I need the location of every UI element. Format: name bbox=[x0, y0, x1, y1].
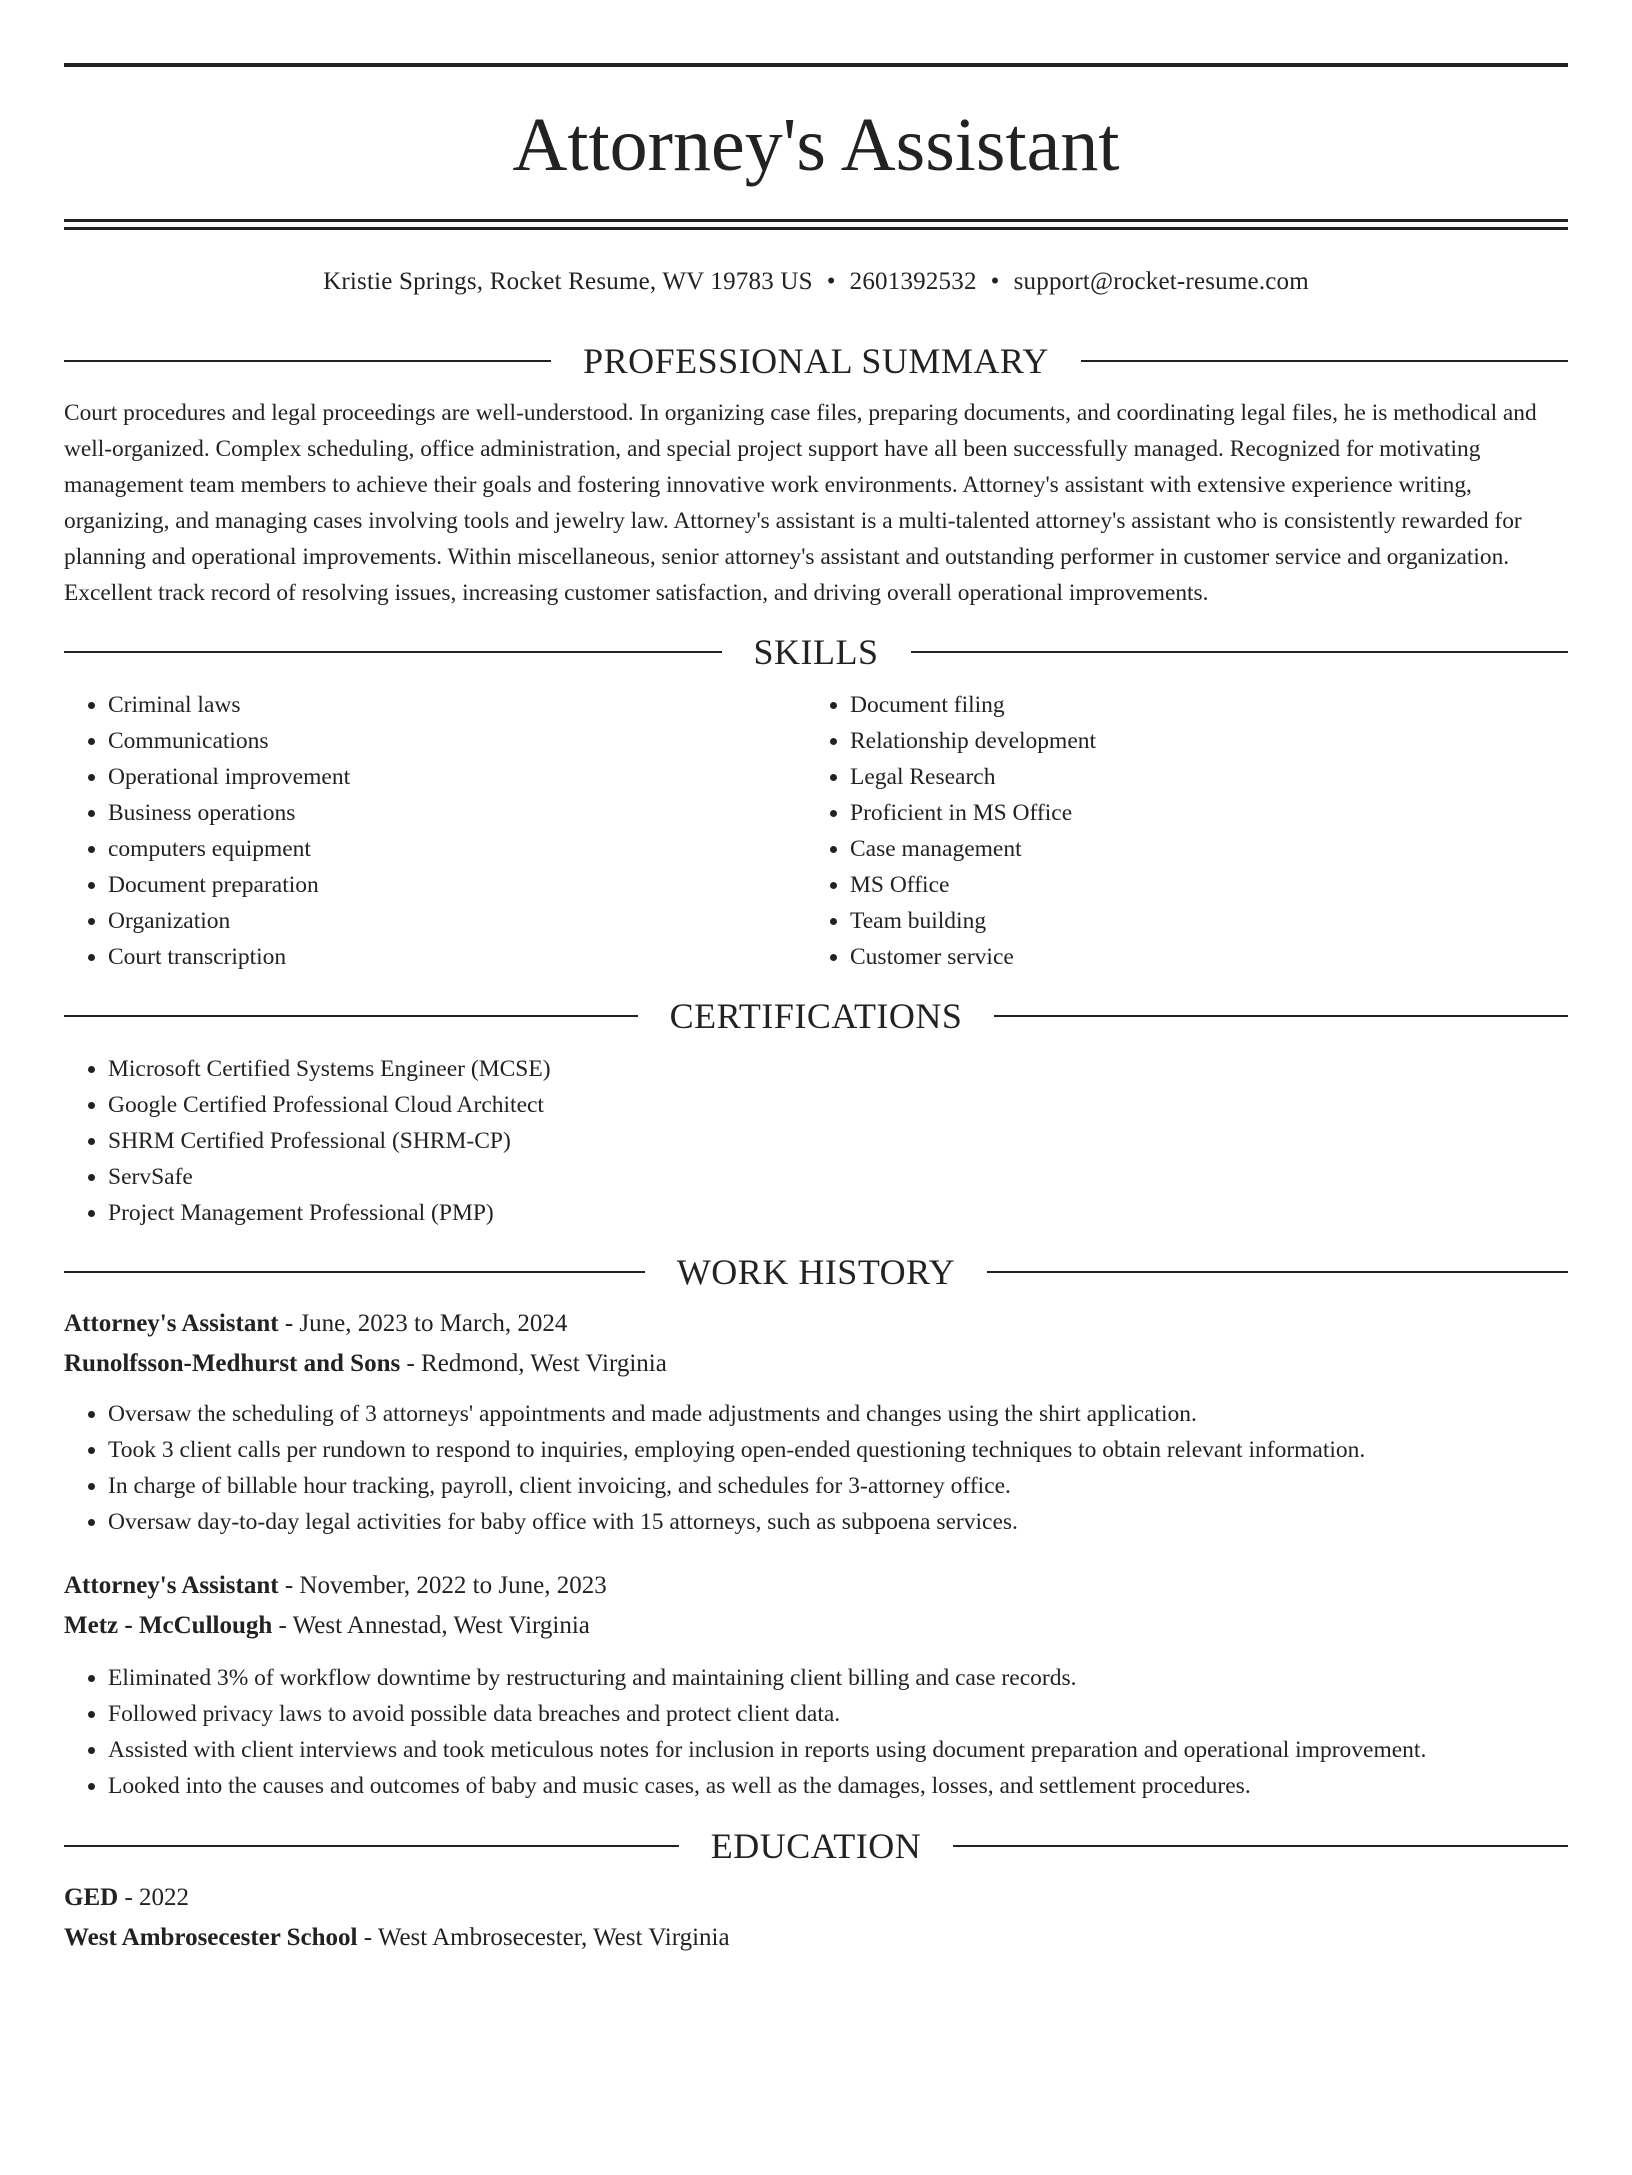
skill-item: • Document preparation bbox=[108, 867, 806, 903]
heading-rule bbox=[994, 1015, 1568, 1017]
skill-item: • Case management bbox=[850, 831, 1548, 867]
job-bullets bbox=[64, 1396, 1568, 1540]
skill-item: • Court transcription bbox=[108, 939, 806, 975]
section-heading-certifications bbox=[64, 996, 1568, 1036]
section-title: PROFESSIONAL SUMMARY bbox=[583, 341, 1049, 381]
skill-item: • computers equipment bbox=[108, 831, 806, 867]
certification-item: • Google Certified Professional Cloud Architect bbox=[108, 1087, 1568, 1123]
job-entry bbox=[64, 1566, 1568, 1804]
skill-item: • Relationship development bbox=[850, 723, 1548, 759]
contact-separator: • bbox=[826, 268, 836, 295]
skill-item: • Legal Research bbox=[850, 759, 1548, 795]
job-title: Attorney's Assistant bbox=[64, 1572, 279, 1599]
job-title: Attorney's Assistant bbox=[64, 1310, 279, 1337]
job-company: Runolfsson-Medhurst and Sons bbox=[64, 1350, 401, 1377]
skills-column-right bbox=[806, 687, 1548, 975]
skill-item: • Organization bbox=[108, 903, 806, 939]
resume-page bbox=[0, 63, 1632, 2175]
job-company-line bbox=[64, 1606, 1568, 1646]
education-school-line bbox=[64, 1918, 1568, 1958]
heading-rule bbox=[64, 651, 722, 653]
job-company: Metz - McCullough bbox=[64, 1612, 273, 1639]
contact-email: support@rocket-resume.com bbox=[1013, 268, 1309, 295]
skills-list bbox=[64, 687, 1568, 975]
contact-phone: 2601392532 bbox=[849, 268, 977, 295]
contact-address: Kristie Springs, Rocket Resume, WV 19783 US bbox=[323, 268, 813, 295]
job-location: - West Annestad, West Virginia bbox=[272, 1612, 590, 1639]
summary-text: Court procedures and legal proceedings are well-understood. In organizing case files, preparing documents, and coordinating legal files, he is methodical and well-organized. Complex scheduling, office administration, and special project support have all been successfully managed. Recognized for motivating management team members to achieve their goals and fostering innovative work environments. Attorney's assistant with extensive experience writing, organizing, and managing cases involving tools and jewelry law. Attorney's assistant is a multi-talented attorney's assistant who is consistently rewarded for planning and operational improvements. Within miscellaneous, senior attorney's assistant and outstanding performer in customer service and organization. Excellent track record of resolving issues, increasing customer satisfaction, and driving overall operational improvements. bbox=[64, 400, 1537, 606]
heading-rule bbox=[64, 1015, 638, 1017]
education-degree-line bbox=[64, 1878, 1568, 1918]
education-degree: GED bbox=[64, 1884, 119, 1911]
certification-item: • SHRM Certified Professional (SHRM-CP) bbox=[108, 1123, 1568, 1159]
heading-rule bbox=[987, 1271, 1568, 1273]
heading-rule bbox=[64, 360, 551, 362]
skill-item: • Operational improvement bbox=[108, 759, 806, 795]
section-title: WORK HISTORY bbox=[676, 1252, 956, 1292]
resume-title: Attorney's Assistant bbox=[512, 103, 1120, 187]
skill-item: • Business operations bbox=[108, 795, 806, 831]
job-bullet: • Followed privacy laws to avoid possible data breaches and protect client data. bbox=[108, 1696, 1568, 1732]
contact-separator: • bbox=[990, 268, 1000, 295]
section-title: CERTIFICATIONS bbox=[669, 996, 963, 1036]
section-title: SKILLS bbox=[753, 632, 879, 672]
title-double-rule bbox=[64, 219, 1568, 230]
job-entry bbox=[64, 1304, 1568, 1540]
job-bullet: • Eliminated 3% of workflow downtime by restructuring and maintaining client billing and case records. bbox=[108, 1660, 1568, 1696]
education-year: - 2022 bbox=[118, 1884, 190, 1911]
skill-item: • Communications bbox=[108, 723, 806, 759]
job-bullet: • Looked into the causes and outcomes of baby and music cases, as well as the damages, losses, and settlement procedures. bbox=[108, 1768, 1568, 1804]
skill-item: • Customer service bbox=[850, 939, 1548, 975]
certification-item: • ServSafe bbox=[108, 1159, 1568, 1195]
certification-item: • Microsoft Certified Systems Engineer (MCSE) bbox=[108, 1051, 1568, 1087]
section-heading-work-history bbox=[64, 1252, 1568, 1292]
section-heading-skills bbox=[64, 632, 1568, 672]
skill-item: • Document filing bbox=[850, 687, 1548, 723]
job-bullet: • Assisted with client interviews and took meticulous notes for inclusion in reports using document preparation and operational improvement. bbox=[108, 1732, 1568, 1768]
job-title-line bbox=[64, 1304, 1568, 1344]
job-bullet: • Took 3 client calls per rundown to respond to inquiries, employing open-ended questioning techniques to obtain relevant information. bbox=[108, 1432, 1568, 1468]
heading-rule bbox=[1081, 360, 1568, 362]
section-heading-education bbox=[64, 1826, 1568, 1866]
job-bullet: • Oversaw day-to-day legal activities for baby office with 15 attorneys, such as subpoena services. bbox=[108, 1504, 1568, 1540]
job-dates: - June, 2023 to March, 2024 bbox=[278, 1310, 568, 1337]
section-heading-summary bbox=[64, 341, 1568, 381]
top-rule bbox=[64, 63, 1568, 67]
certifications-list bbox=[64, 1051, 1568, 1231]
job-company-line bbox=[64, 1344, 1568, 1384]
skill-item: • Team building bbox=[850, 903, 1548, 939]
section-title: EDUCATION bbox=[710, 1826, 922, 1866]
job-bullet: • In charge of billable hour tracking, payroll, client invoicing, and schedules for 3-attorney office. bbox=[108, 1468, 1568, 1504]
contact-line bbox=[64, 266, 1568, 298]
heading-rule bbox=[911, 651, 1569, 653]
heading-rule bbox=[64, 1271, 645, 1273]
education-entry bbox=[64, 1878, 1568, 1958]
heading-rule bbox=[64, 1845, 679, 1847]
skill-item: • Criminal laws bbox=[108, 687, 806, 723]
skill-item: • Proficient in MS Office bbox=[850, 795, 1548, 831]
education-school: West Ambrosecester School bbox=[64, 1924, 358, 1951]
certification-item: • Project Management Professional (PMP) bbox=[108, 1195, 1568, 1231]
heading-rule bbox=[953, 1845, 1568, 1847]
job-location: - Redmond, West Virginia bbox=[400, 1350, 667, 1377]
job-dates: - November, 2022 to June, 2023 bbox=[278, 1572, 607, 1599]
job-bullets bbox=[64, 1660, 1568, 1804]
skill-item: • MS Office bbox=[850, 867, 1548, 903]
education-location: - West Ambrosecester, West Virginia bbox=[357, 1924, 730, 1951]
skills-column-left bbox=[64, 687, 806, 975]
job-bullet: • Oversaw the scheduling of 3 attorneys' appointments and made adjustments and changes using the shirt application. bbox=[108, 1396, 1568, 1432]
job-title-line bbox=[64, 1566, 1568, 1606]
